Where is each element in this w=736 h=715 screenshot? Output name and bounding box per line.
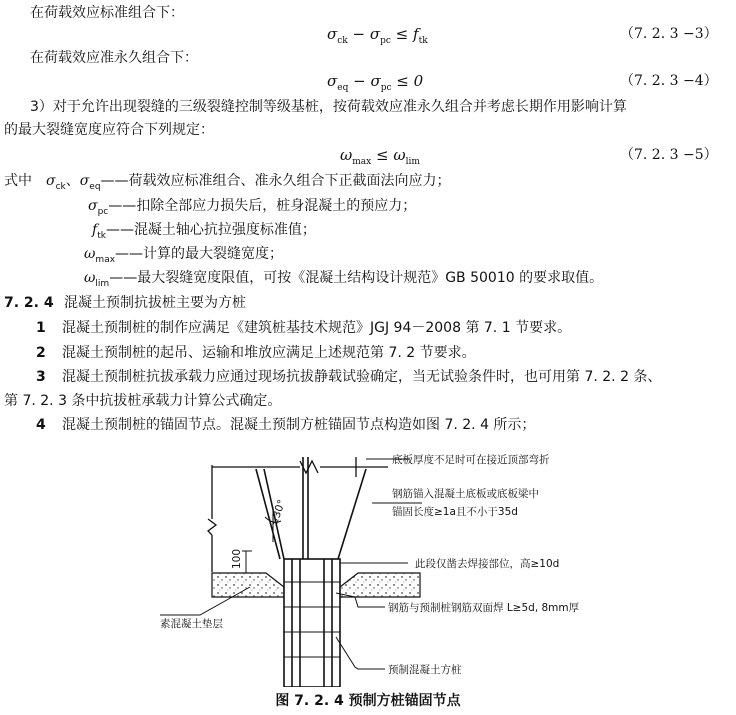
angle-label: ≤30°: [267, 498, 289, 529]
formula-7-2-3-3: $\sigma_{ck} - \sigma_{pc} \le f_{tk}$: [327, 25, 428, 46]
formula-7-2-3-4: $\sigma_{eq} - \sigma_{pc} \le 0$: [327, 72, 424, 93]
item-number-4: 4: [36, 417, 46, 433]
dimension-100: [242, 551, 252, 573]
label-plain-cushion: 素混凝土垫层: [160, 618, 223, 630]
label-precast-pile: 预制混凝土方桩: [388, 664, 462, 676]
label-weld-area: 此段仅凿去焊接部位，高≥10d: [415, 558, 560, 570]
definition-sigma-ck: 式中 $\sigma_{ck}$、$\sigma_{eq}——$荷载效应标准组合、准永久组合下正截面法向应力；: [4, 173, 451, 192]
label-anchor-note-1: 钢筋锚入混凝土底板或底板梁中: [392, 488, 539, 500]
label-weld-spec: 钢筋与预制桩钢筋双面焊 L≥5d, 8mm厚: [388, 602, 580, 614]
definition-omega-lim: $\omega_{lim}——$最大裂缝宽度限值，可按《混凝土结构设计规范》GB 50010 的要求取值。: [84, 270, 604, 289]
label-bend-note: 底板厚度不足时可在接近顶部弯折: [392, 454, 550, 466]
item-text-3-continued: 第 7. 2. 3 条中抗拔桩承载力计算公式确定。: [4, 393, 282, 409]
label-anchor-note-2: 锚固长度≥1a且不小于35d: [392, 506, 518, 518]
equation-number-5: （7. 2. 3 −5）: [620, 147, 718, 163]
definition-sigma-pc: $\sigma_{pc}——$扣除全部应力损失后，桩身混凝土的预应力；: [88, 198, 417, 217]
definition-ftk: $f_{tk}——$混凝土轴心抗拉强度标准值；: [92, 222, 316, 241]
dimension-100-label: 100: [231, 548, 243, 569]
anchorage-detail-figure: [160, 447, 640, 687]
item-number-1: 1: [36, 320, 46, 336]
item-text-1: 混凝土预制桩的制作应满足《建筑桩基技术规范》JGJ 94－2008 第 7. 1 节要求。: [62, 320, 572, 336]
equation-number-3: （7. 2. 3 −3）: [620, 26, 718, 42]
text-line-crack-control: 3）对于允许出现裂缝的三级裂缝控制等级基桩，按荷载效应准永久组合并考虑长期作用影响计算: [30, 99, 627, 115]
item-number-2: 2: [36, 345, 46, 361]
text-line-quasi-permanent: 在荷载效应准永久组合下：: [30, 50, 198, 66]
item-text-3: 混凝土预制桩抗拔承载力应通过现场抗拔静载试验确定，当无试验条件时，也可用第 7. 2. 2 条、: [62, 369, 662, 385]
formula-7-2-3-5: $\omega_{max} \le \omega_{lim}$: [340, 146, 420, 167]
item-text-4: 混凝土预制桩的锚固节点。混凝土预制方桩锚固节点构造如图 7. 2. 4 所示；: [62, 417, 536, 433]
item-number-3: 3: [36, 369, 46, 385]
section-number: 7. 2. 4: [4, 295, 54, 311]
definition-omega-max: $\omega_{max}——$计算的最大裂缝宽度；: [84, 246, 284, 265]
text-line-standard-combination: 在荷载效应标准组合下：: [30, 5, 184, 21]
section-title: 混凝土预制抗拔桩主要为方桩: [64, 295, 246, 311]
precast-pile: [284, 559, 340, 687]
figure-caption: 图 7. 2. 4 预制方桩锚固节点: [275, 693, 461, 709]
item-text-2: 混凝土预制桩的起吊、运输和堆放应满足上述规范第 7. 2 节要求。: [62, 345, 476, 361]
equation-number-4: （7. 2. 3 −4）: [620, 73, 718, 89]
text-line-crack-width: 的最大裂缝宽度应符合下列规定：: [4, 122, 214, 138]
